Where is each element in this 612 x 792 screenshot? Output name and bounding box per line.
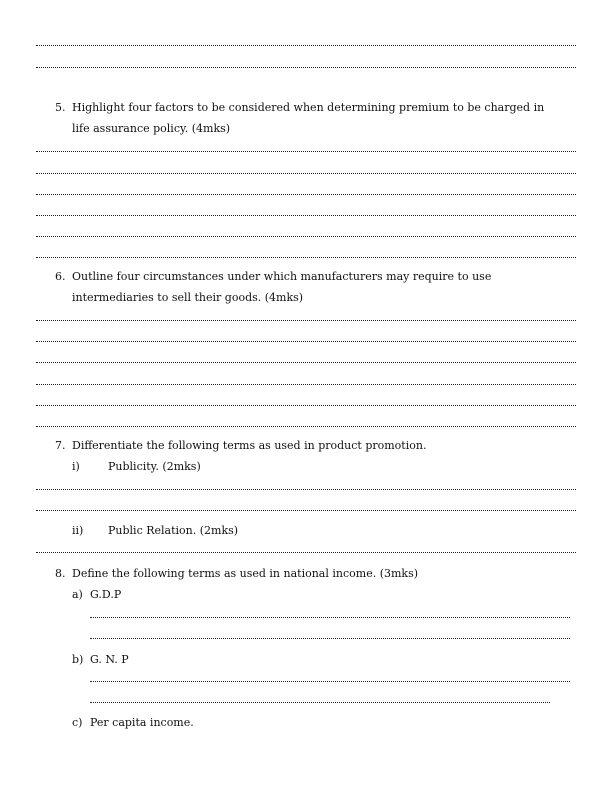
sub-item-label: b)	[72, 653, 84, 666]
question-text: intermediaries to sell their goods. (4mks)	[72, 291, 304, 304]
answer-line[interactable]	[36, 384, 576, 385]
answer-line[interactable]	[36, 151, 576, 152]
question-text: Highlight four factors to be considered when determining premium to be charged in	[72, 101, 545, 114]
sub-item-label: c)	[72, 716, 83, 729]
answer-line[interactable]	[36, 552, 576, 553]
sub-item-label: a)	[72, 588, 83, 601]
answer-line[interactable]	[90, 681, 570, 682]
sub-item-label: i)	[72, 460, 80, 473]
sub-item-text: G.D.P	[90, 588, 122, 601]
answer-line[interactable]	[36, 257, 576, 258]
answer-line[interactable]	[36, 236, 576, 237]
question-text: Differentiate the following terms as used in product promotion.	[72, 439, 427, 452]
sub-item-text: Public Relation. (2mks)	[108, 524, 239, 537]
question-text: life assurance policy. (4mks)	[72, 122, 231, 135]
question-number: 6.	[55, 270, 66, 283]
answer-line[interactable]	[36, 215, 576, 216]
question-text: Define the following terms as used in national income. (3mks)	[72, 567, 419, 580]
answer-line[interactable]	[36, 510, 576, 511]
sub-item-text: Per capita income.	[90, 716, 194, 729]
answer-line[interactable]	[36, 405, 576, 406]
answer-line[interactable]	[36, 67, 576, 68]
sub-item-text: G. N. P	[90, 653, 129, 666]
answer-line[interactable]	[36, 173, 576, 174]
sub-item-label: ii)	[72, 524, 84, 537]
question-text: Outline four circumstances under which manufacturers may require to use	[72, 270, 492, 283]
answer-line[interactable]	[36, 489, 576, 490]
question-number: 7.	[55, 439, 66, 452]
answer-line[interactable]	[36, 341, 576, 342]
answer-line[interactable]	[36, 320, 576, 321]
answer-line[interactable]	[90, 617, 570, 618]
answer-line[interactable]	[36, 362, 576, 363]
answer-line[interactable]	[36, 194, 576, 195]
question-number: 8.	[55, 567, 66, 580]
answer-line[interactable]	[36, 426, 576, 427]
answer-line[interactable]	[36, 45, 576, 46]
question-number: 5.	[55, 101, 66, 114]
answer-line[interactable]	[90, 702, 550, 703]
answer-line[interactable]	[90, 638, 570, 639]
sub-item-text: Publicity. (2mks)	[108, 460, 201, 473]
